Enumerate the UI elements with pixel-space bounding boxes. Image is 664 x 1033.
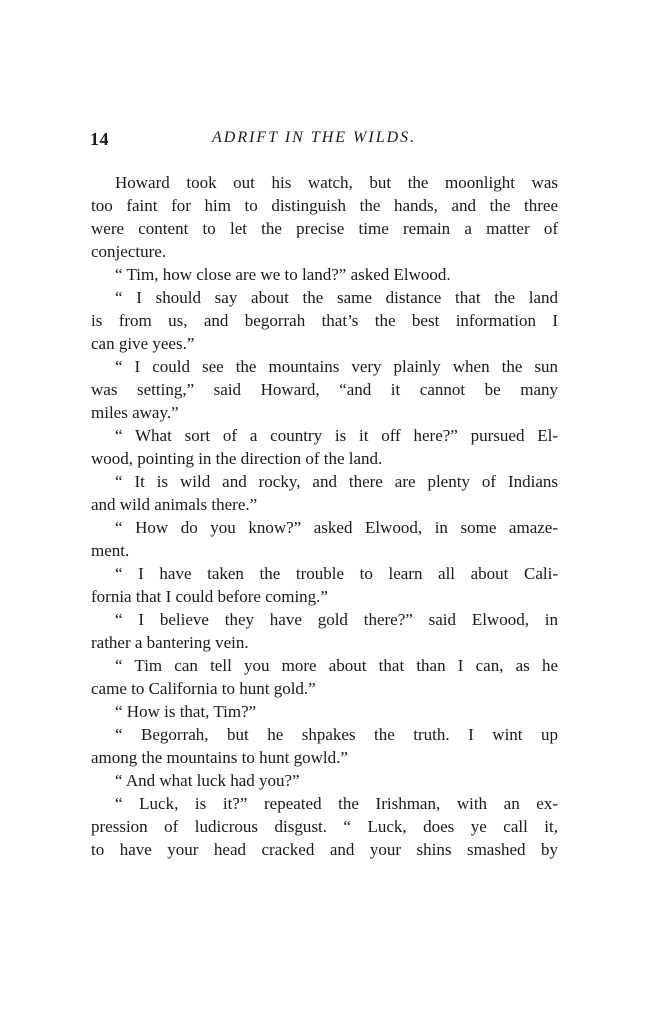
text-line: pression of ludicrous disgust. “ Luck, does ye call it,: [91, 817, 558, 836]
text-line: too faint for him to distinguish the hands, and the three: [91, 196, 558, 215]
text-line: “ How is that, Tim?”: [115, 702, 257, 721]
text-line: “ I believe they have gold there?” said Elwood, in: [115, 610, 558, 629]
running-title: ADRIFT IN THE WILDS.: [212, 129, 417, 146]
text-line: “ And what luck had you?”: [115, 771, 300, 790]
text-line: was setting,” said Howard, “and it cannot be many: [91, 380, 558, 399]
text-line: “ Tim, how close are we to land?” asked Elwood.: [115, 265, 451, 284]
running-head: [90, 129, 560, 153]
text-line: is from us, and begorrah that’s the best information I: [91, 311, 558, 330]
text-line: ment.: [91, 541, 130, 560]
text-line: miles away.”: [91, 403, 179, 422]
text-line: came to California to hunt gold.”: [91, 679, 316, 698]
text-line: “ Luck, is it?” repeated the Irishman, with an ex-: [115, 794, 558, 813]
text-line: “ How do you know?” asked Elwood, in some amaze-: [115, 518, 558, 537]
text-line: “ Tim can tell you more about that than I can, as he: [115, 656, 558, 675]
text-line: to have your head cracked and your shins smashed by: [91, 840, 558, 859]
text-line: “ I have taken the trouble to learn all about Cali-: [115, 564, 558, 583]
text-line: “ It is wild and rocky, and there are plenty of Indians: [115, 472, 558, 491]
text-line: “ What sort of a country is it off here?” pursued El-: [115, 426, 558, 445]
text-line: were content to let the precise time remain a matter of: [91, 219, 558, 238]
text-line: and wild animals there.”: [91, 495, 258, 514]
page-number: 14: [90, 129, 109, 149]
text-line: “ Begorrah, but he shpakes the truth. I wint up: [115, 725, 558, 744]
body-text: [91, 171, 558, 861]
text-line: fornia that I could before coming.”: [91, 587, 328, 606]
text-line: wood, pointing in the direction of the land.: [91, 449, 383, 468]
text-line: “ I should say about the same distance that the land: [115, 288, 558, 307]
text-line: conjecture.: [91, 242, 167, 261]
text-line: rather a bantering vein.: [91, 633, 249, 652]
text-line: among the mountains to hunt gowld.”: [91, 748, 348, 767]
text-line: Howard took out his watch, but the moonlight was: [115, 173, 558, 192]
text-line: “ I could see the mountains very plainly when the sun: [115, 357, 558, 376]
text-line: can give yees.”: [91, 334, 195, 353]
